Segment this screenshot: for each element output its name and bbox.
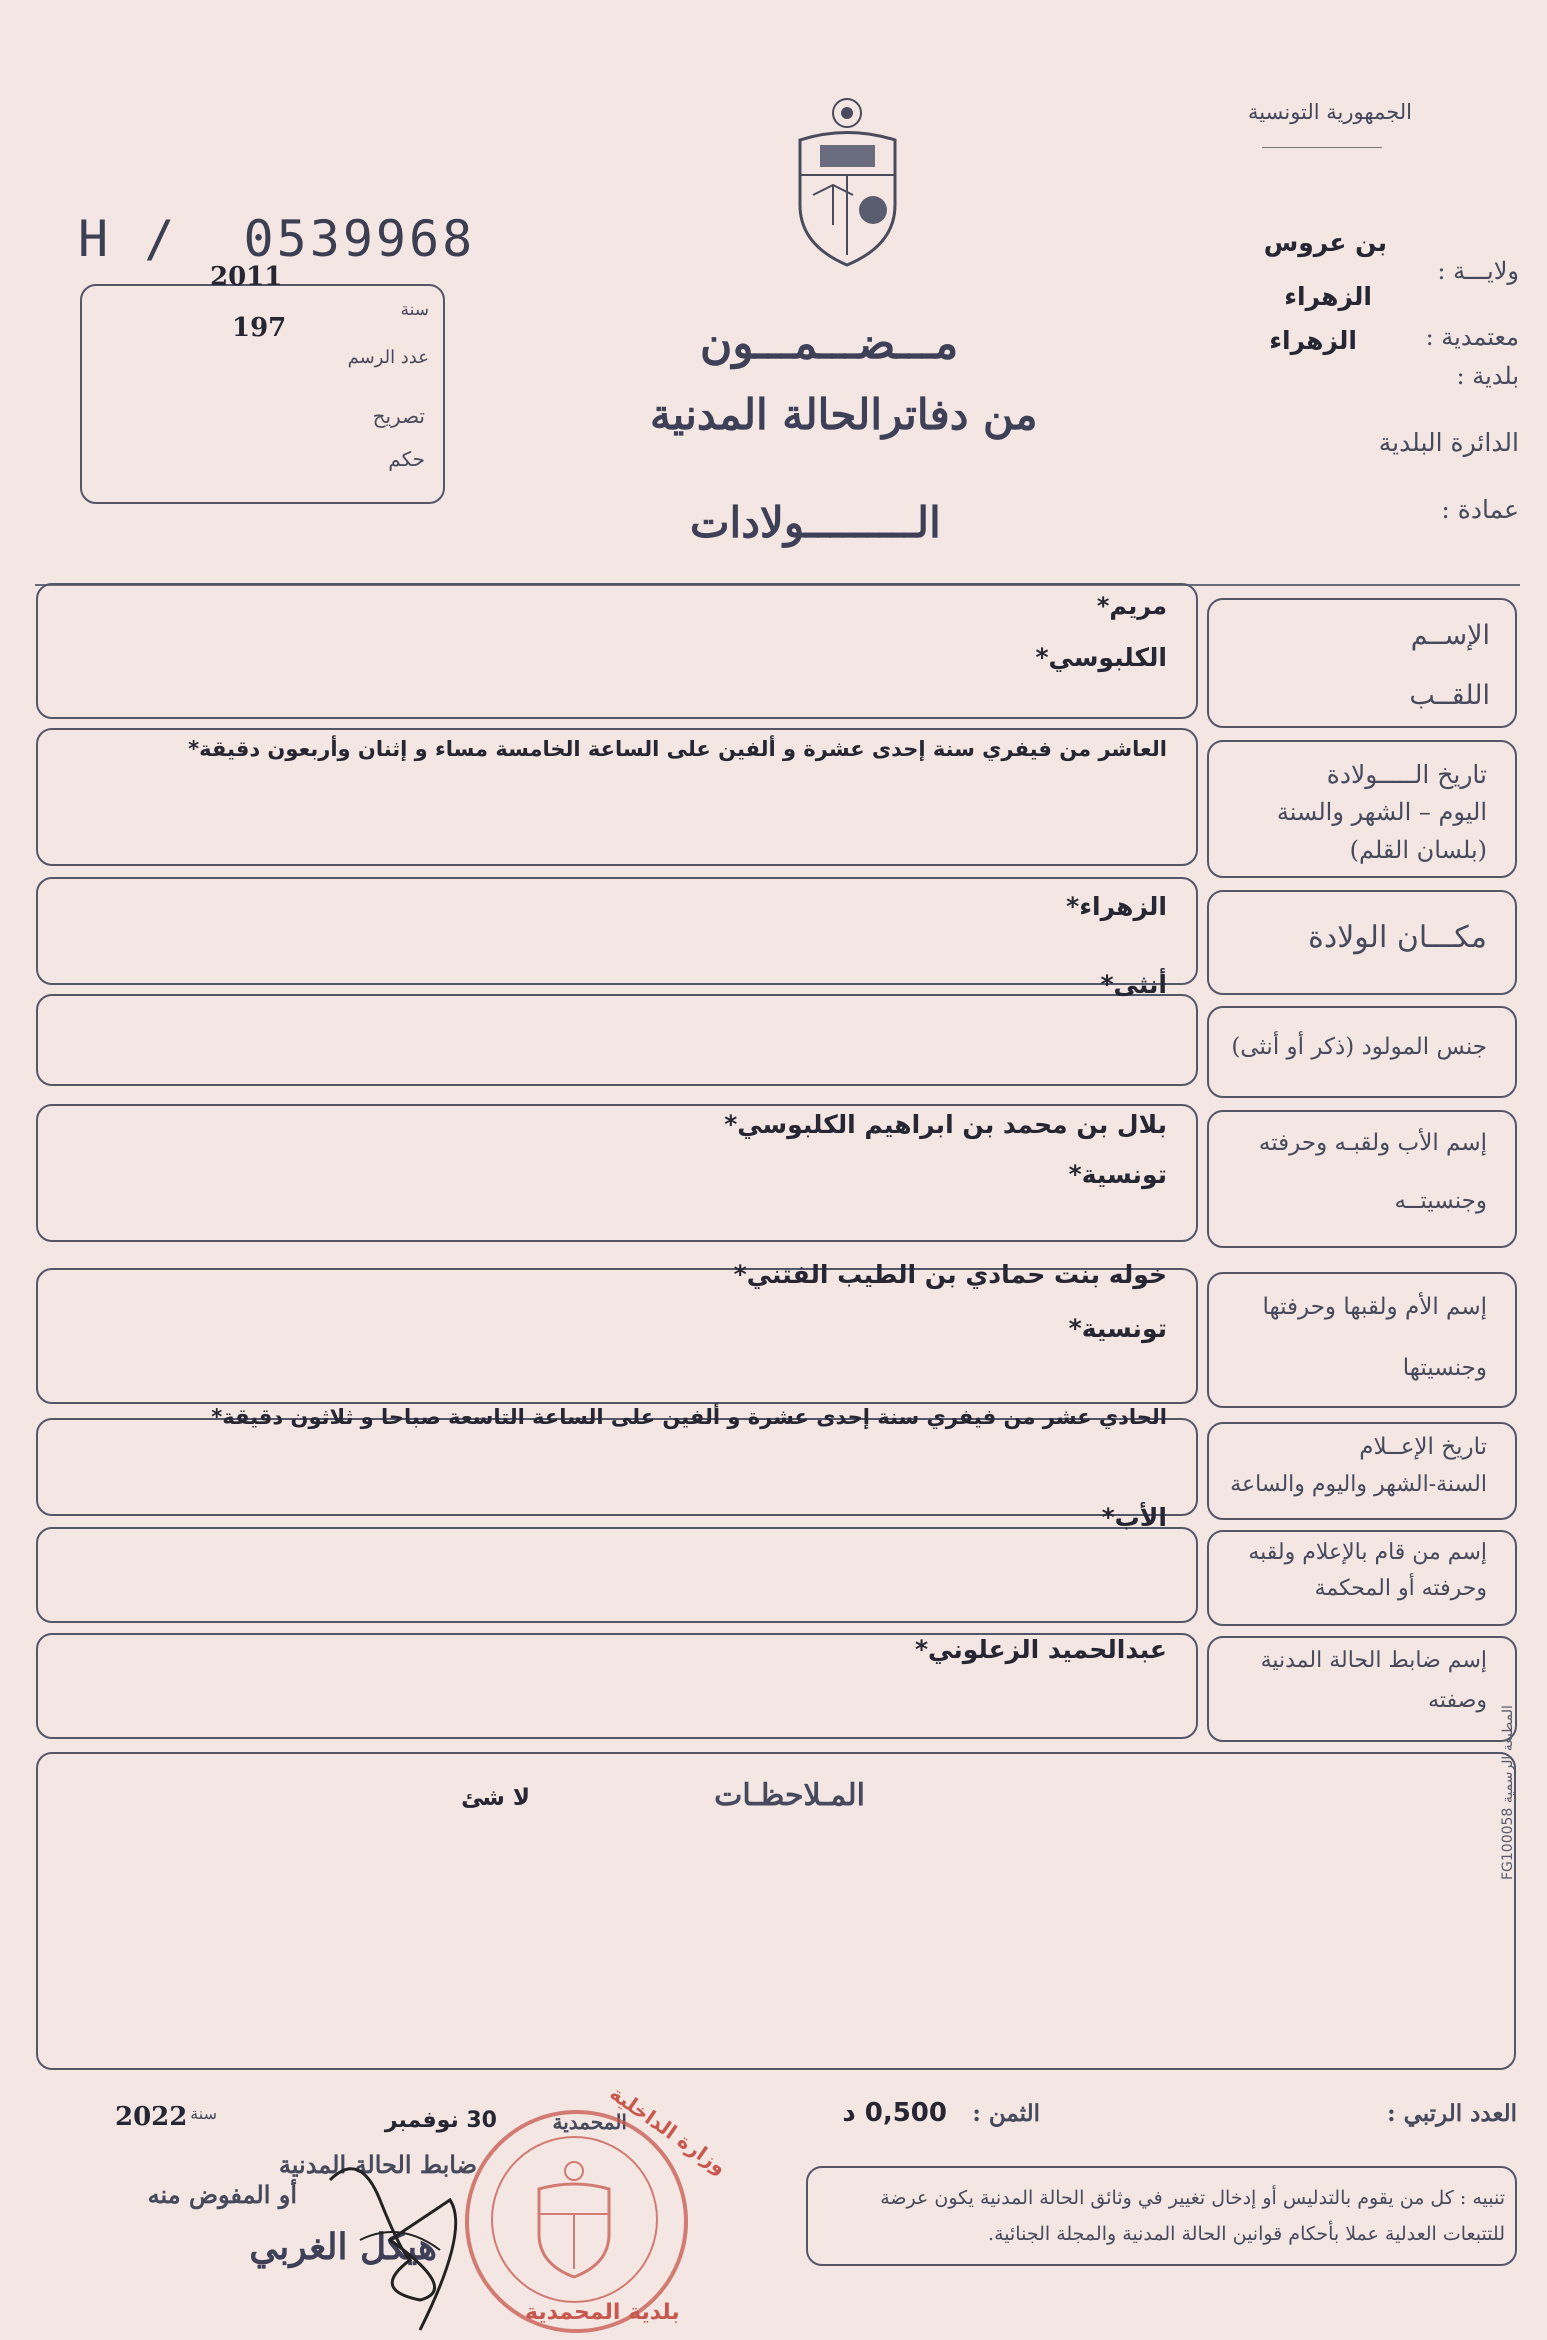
father-value: بلال بن محمد بن ابراهيم الكلبوسي*: [724, 1110, 1167, 1139]
declaration-date-value-box: [36, 1418, 1198, 1516]
father-label: إسم الأب ولقبـه وحرفته: [1258, 1130, 1487, 1156]
signature-icon: [300, 2140, 500, 2340]
stamp-ministry-text: وزارة الداخلية: [605, 2080, 732, 2180]
price-value: 0,500 د: [842, 2098, 947, 2128]
registry-number-label: عدد الرسم: [347, 347, 429, 368]
father-nationality-label: وجنسيتــه: [1394, 1188, 1487, 1214]
mother-label: إسم الأم ولقبها وحرفتها: [1262, 1294, 1487, 1320]
serial-number: H / 0539968: [78, 210, 476, 268]
declaration-date-format-label: السنة-الشهر واليوم والساعة: [1230, 1472, 1487, 1497]
serial-number-label: العدد الرتبي :: [1387, 2100, 1517, 2127]
baladia-value: الزهراء: [1269, 326, 1357, 355]
first-name-value: مريم*: [1096, 592, 1167, 620]
name-value-box: [36, 583, 1198, 719]
last-name-value: الكلبوسي*: [1035, 643, 1167, 672]
mother-label-box: [1207, 1272, 1517, 1408]
officer-label: إسم ضابط الحالة المدنية: [1260, 1648, 1487, 1673]
document-title: مـــضـــمـــون: [700, 318, 959, 369]
issue-place: المحمدية: [552, 2110, 627, 2134]
first-name-label: الإســم: [1410, 620, 1490, 651]
mother-value: خوله بنت حمادي بن الطيب الفتني*: [733, 1260, 1167, 1289]
declaration-date-value: الحادي عشر من فيفري سنة إحدى عشرة و ألفين على الساعة التاسعة صباحا و ثلاثون دقيقة*: [211, 1405, 1167, 1429]
remarks-value: لا شئ: [461, 1785, 530, 1811]
registry-number: 197: [232, 313, 287, 343]
officer-title-label: وصفته: [1428, 1688, 1487, 1713]
declaration-date-label: تاريخ الإعــلام: [1359, 1434, 1487, 1460]
issue-year: 2022: [115, 2102, 188, 2132]
registry-judgment-label: حكم: [388, 447, 425, 471]
country-divider: [1262, 147, 1382, 148]
declarant-value-box: [36, 1527, 1198, 1623]
birth-date-label: تاريخ الـــــولادة: [1326, 760, 1487, 789]
officer-value: عبدالحميد الزعلوني*: [914, 1635, 1167, 1664]
birth-date-value: العاشر من فيفري سنة إحدى عشرة و ألفين على الساعة الخامسة مساء و إثنان وأربعون دقيقة*: [188, 737, 1167, 761]
issue-day-month: 30 نوفمبر: [384, 2108, 497, 2133]
issuing-officer-delegate: أو المفوض منه: [147, 2180, 297, 2209]
issuing-officer-name: هيكل الغربي: [249, 2226, 437, 2268]
father-nationality-value: تونسية*: [1068, 1160, 1167, 1189]
birth-place-label: مكـــان الولادة: [1308, 920, 1487, 955]
remarks-label: المـلاحظـات: [714, 1778, 865, 1813]
motamadia-value: الزهراء: [1284, 282, 1372, 311]
registry-year-label: سنة: [400, 300, 429, 320]
baladia-label: بلدية :: [1456, 362, 1519, 390]
last-name-label: اللقــب: [1409, 680, 1490, 711]
sex-value: أنثى*: [1100, 970, 1167, 999]
document-subtitle: من دفاترالحالة المدنية: [650, 390, 1038, 439]
birth-date-format-label: اليوم – الشهر والسنة: [1276, 798, 1487, 826]
wilaya-value: بن عروس: [1263, 228, 1387, 257]
issuing-officer-title: ضابط الحالة المدنية: [278, 2150, 477, 2179]
mother-nationality-value: تونسية*: [1068, 1314, 1167, 1343]
registry-year: 2011: [210, 262, 283, 292]
registry-declaration-label: تصريح: [372, 404, 425, 428]
warning-text: تنبيه : كل من يقوم بالتدليس أو إدخال تغيير في وثائق الحالة المدنية يكون عرضة للتتبعات العدلية عملا بأحكام قوانين الحالة المدنية والمجلة الجنائية.: [880, 2187, 1505, 2245]
stamp-municipality-text: بلدية المحمدية: [525, 2300, 680, 2325]
sex-value-box: [36, 994, 1198, 1086]
declarant-label: إسم من قام بالإعلام ولقبه: [1248, 1540, 1487, 1565]
declarant-role-label: وحرفته أو المحكمة: [1314, 1576, 1487, 1601]
birth-place-value: الزهراء*: [1066, 892, 1167, 921]
mother-nationality-label: وجنسيتها: [1402, 1355, 1487, 1381]
issue-year-label: سنة: [190, 2104, 217, 2123]
price-label: الثمن :: [972, 2100, 1040, 2127]
tunisia-coat-of-arms-icon: [785, 95, 910, 270]
wilaya-label: ولايـــة :: [1437, 257, 1519, 285]
birth-place-value-box: [36, 877, 1198, 985]
motamadia-label: معتمدية :: [1425, 323, 1519, 351]
sex-label: جنس المولود (ذكر أو أنثى): [1231, 1034, 1487, 1060]
country-name: الجمهورية التونسية: [1248, 100, 1412, 124]
imada-label: عمادة :: [1441, 495, 1519, 524]
birth-date-written-label: (بلسان القلم): [1349, 836, 1487, 864]
section-title: الـــــــــولادات: [690, 498, 941, 547]
declarant-value: الأب*: [1101, 1503, 1167, 1532]
printer-mark: المطبعة الرسمية FG100058: [1500, 1705, 1516, 1880]
daira-label: الدائرة البلدية: [1378, 428, 1519, 457]
